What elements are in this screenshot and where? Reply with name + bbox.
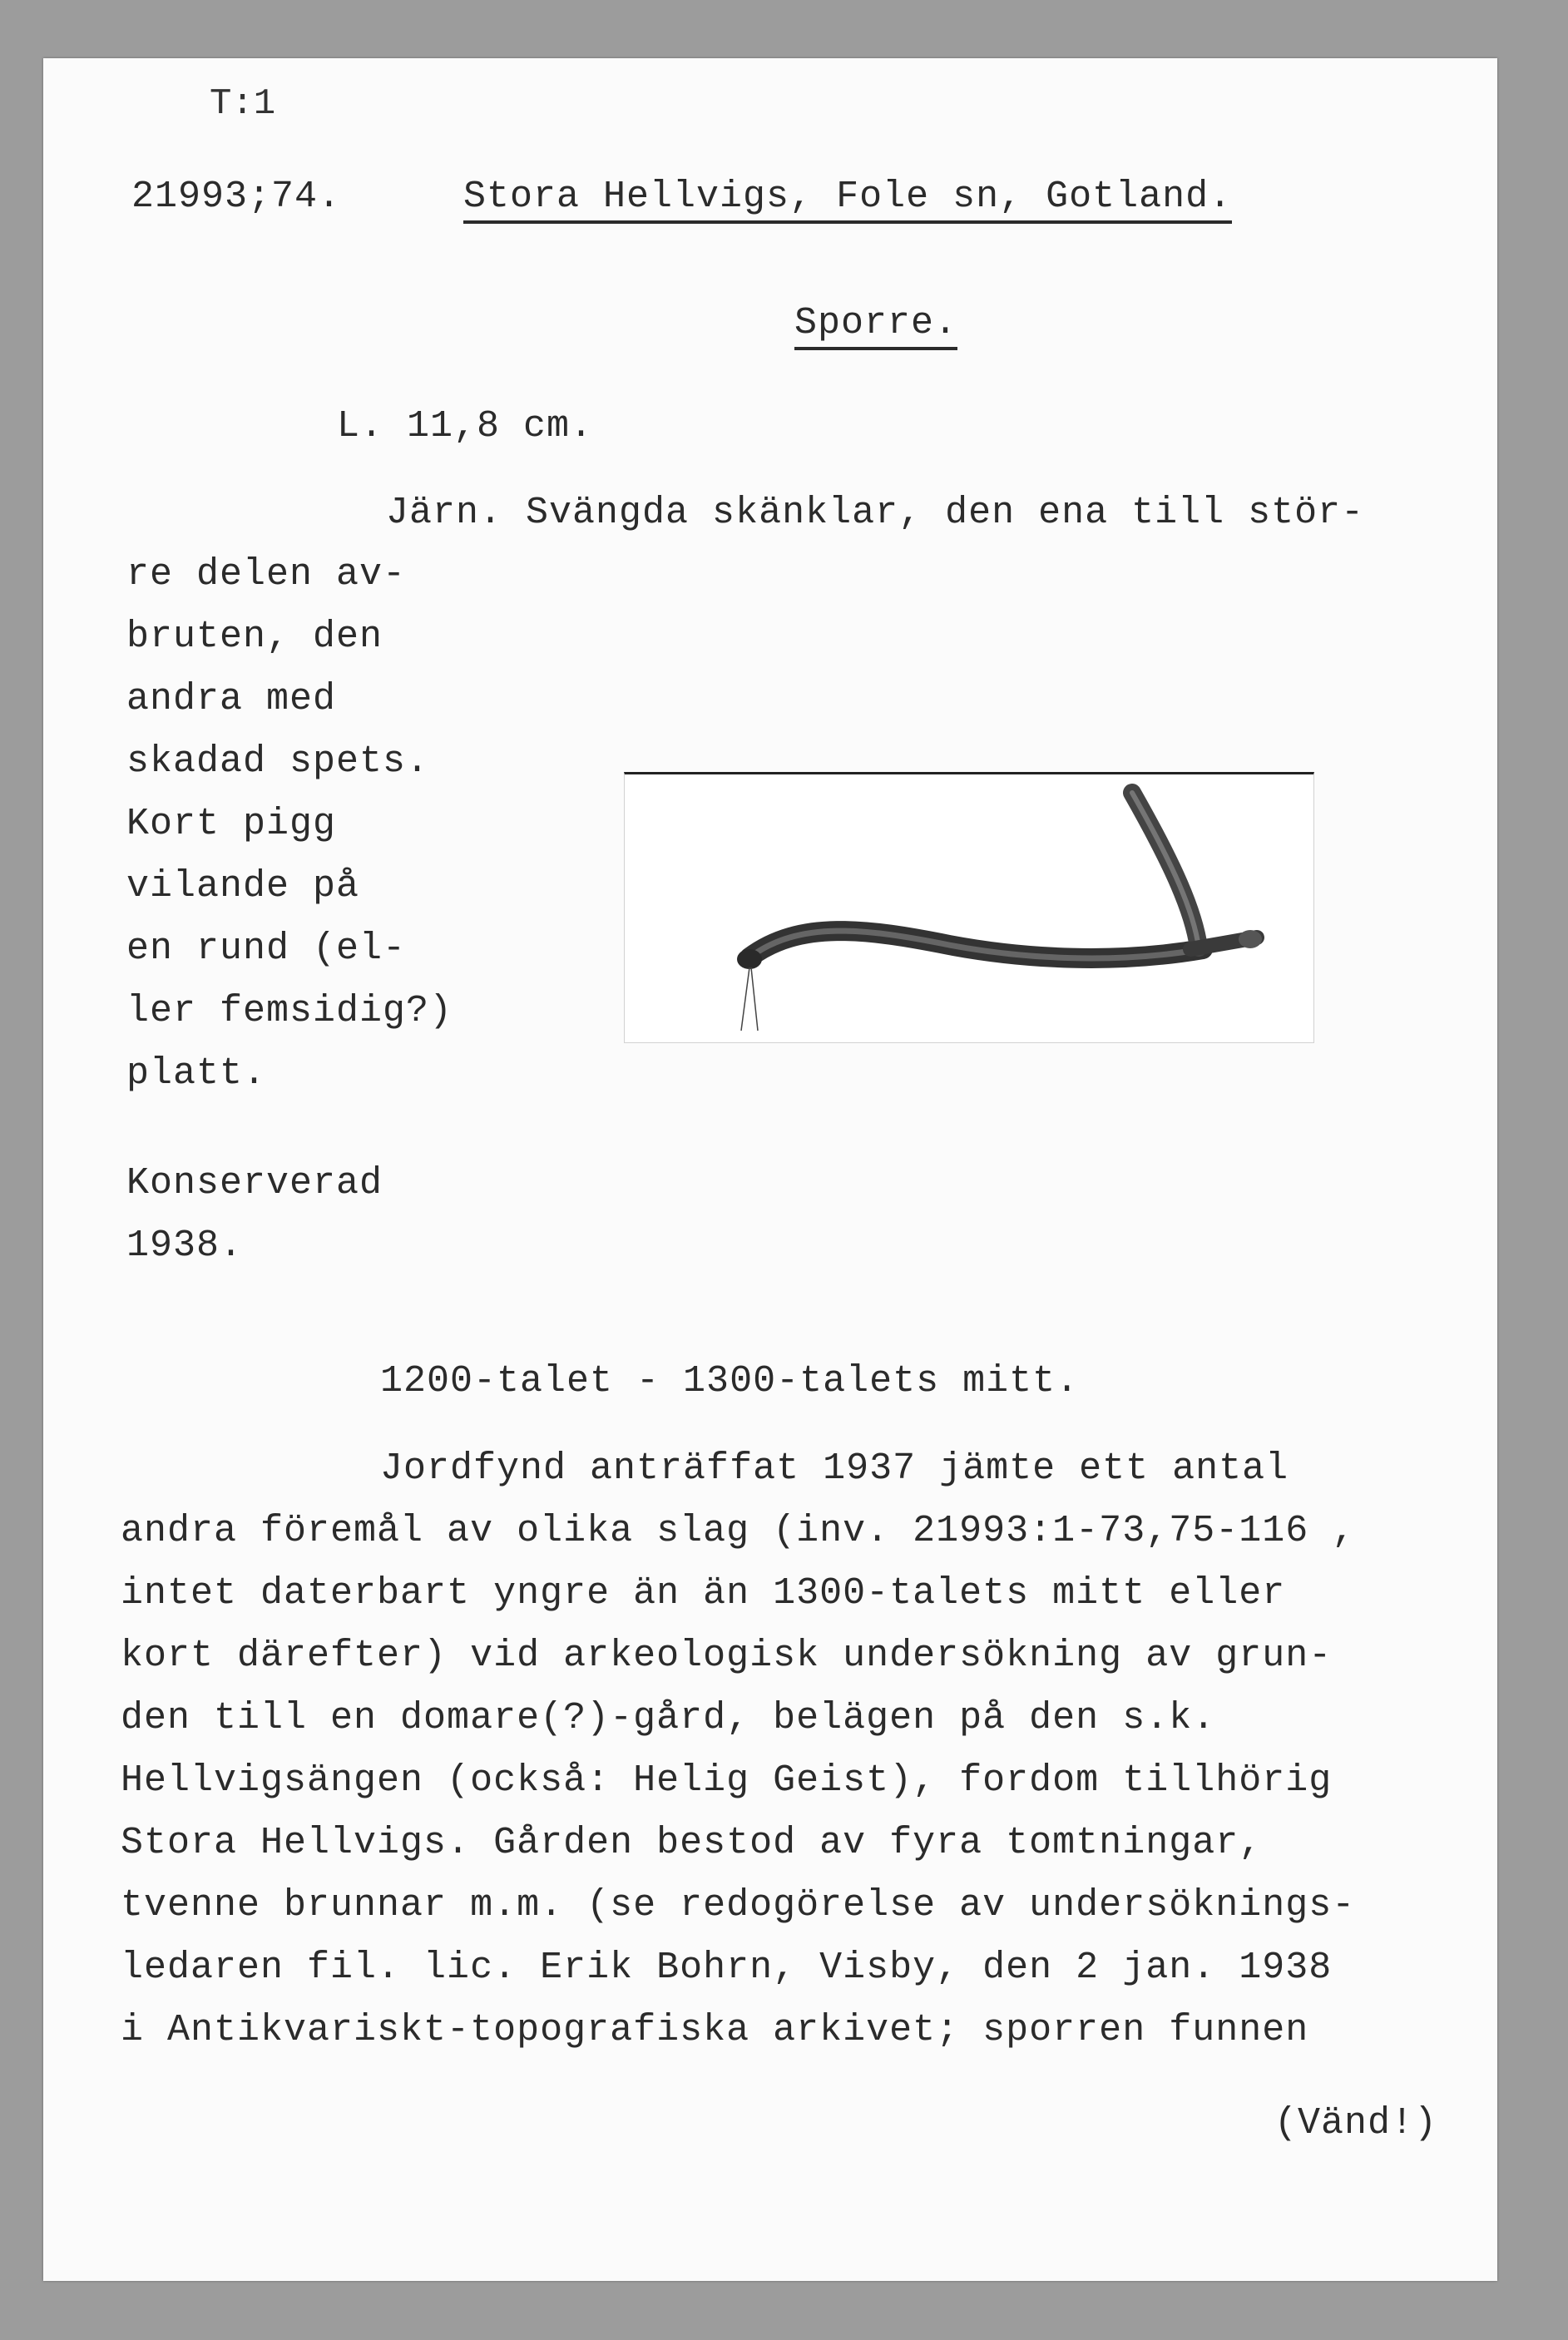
description-line: Järn. Svängda skänklar, den ena till stör- [386, 492, 1365, 534]
find-line: i Antikvariskt-topografiska arkivet; sporren funnen [121, 2009, 1309, 2051]
conservation-line: 1938. [126, 1224, 244, 1267]
description-line: ler femsidig?) [126, 990, 453, 1032]
find-line: Hellvigsängen (också: Helig Geist), fordom tillhörig [121, 1759, 1333, 1802]
find-line: tvenne brunnar m.m. (se redogörelse av undersöknings- [121, 1884, 1356, 1927]
find-line: Stora Hellvigs. Gården bestod av fyra tomtningar, [121, 1822, 1263, 1864]
pencil-mark: T:1 [210, 83, 276, 125]
length: L. 11,8 cm. [337, 405, 594, 448]
spur-photograph [624, 772, 1314, 1043]
description-line: re delen av- [126, 553, 407, 596]
inventory-number: 21993;74. [131, 176, 342, 218]
find-line: den till en domare(?)-gård, belägen på den s.k. [121, 1697, 1216, 1739]
description-line: andra med [126, 678, 337, 720]
description-line: platt. [126, 1052, 267, 1095]
description-line: vilande på [126, 865, 360, 908]
description-line: Kort pigg [126, 803, 337, 845]
description-line: en rund (el- [126, 928, 407, 970]
find-line: andra föremål av olika slag (inv. 21993:1-73,75-116 , [121, 1510, 1356, 1552]
description-line: bruten, den [126, 616, 383, 658]
find-line: intet daterbart yngre än än 1300-talets mitt eller [121, 1572, 1286, 1615]
location: Stora Hellvigs, Fole sn, Gotland. [463, 178, 1232, 224]
find-line: Jordfynd anträffat 1937 jämte ett antal [380, 1447, 1289, 1490]
description-line: skadad spets. [126, 740, 430, 783]
object-name: Sporre. [794, 304, 957, 350]
conservation-line: Konserverad [126, 1162, 383, 1205]
find-line: ledaren fil. lic. Erik Bohrn, Visby, den 2 jan. 1938 [121, 1947, 1333, 1989]
find-line: kort därefter) vid arkeologisk undersökning av grun- [121, 1635, 1333, 1677]
catalog-card [43, 58, 1497, 2281]
turn-note: (Vänd!) [1274, 2102, 1438, 2145]
dating: 1200-talet - 1300-talets mitt. [380, 1360, 1080, 1403]
